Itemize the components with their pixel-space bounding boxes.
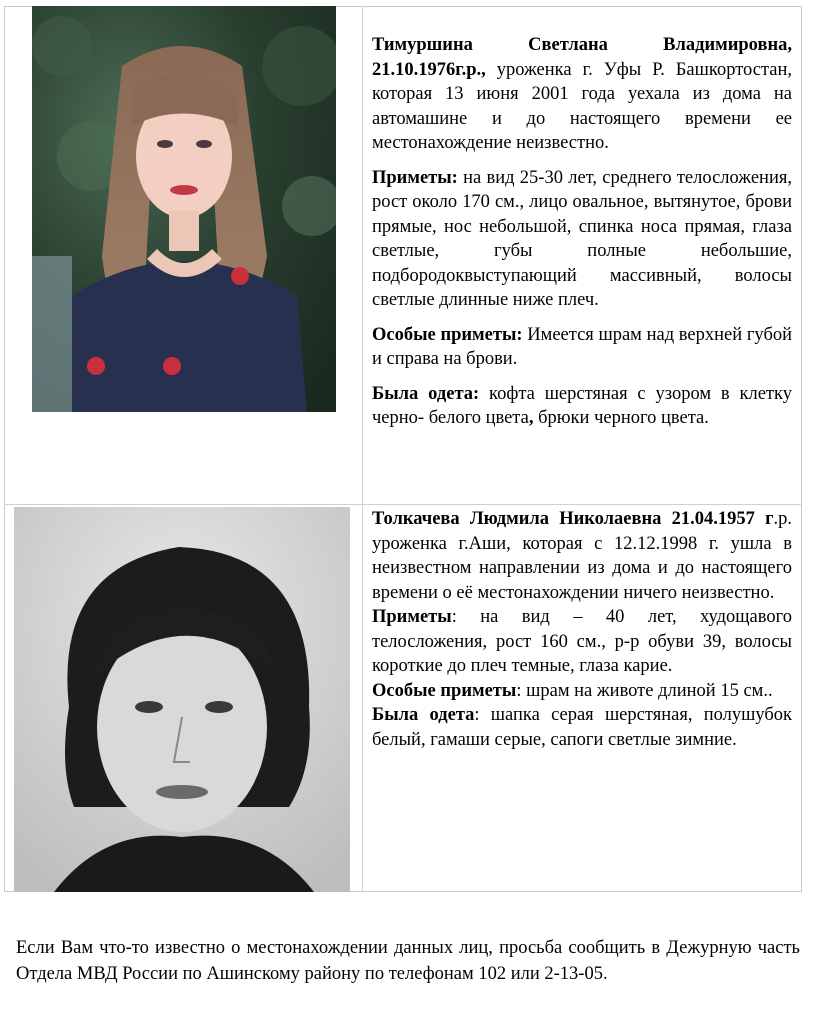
photo-person-2 xyxy=(14,507,350,892)
person-1-signs xyxy=(372,166,792,313)
person-1-description xyxy=(372,33,792,431)
person-1-clothes-comma: , xyxy=(528,408,534,428)
person-1-signs-label: Приметы: xyxy=(372,167,458,188)
photo-1-image xyxy=(32,6,336,412)
person-1-special-signs xyxy=(372,323,792,372)
person-1-clothes-label: Была одета: xyxy=(372,383,480,404)
person-2-intro xyxy=(372,507,792,605)
person-2-special-text: : шрам на животе длиной 15 см.. xyxy=(516,680,773,701)
person-2-special-signs xyxy=(372,679,792,704)
person-2-clothes-label: Была одета xyxy=(372,705,475,725)
photo-2-image xyxy=(14,507,350,892)
person-1-special-label: Особые приметы: xyxy=(372,324,523,345)
photo-person-1 xyxy=(32,6,336,412)
person-2-signs-text: : на вид – 40 лет, худощавого телосложения, рост 160 см., р-р обуви 39, волосы короткие до плеч темные, глаза карие. xyxy=(372,607,792,676)
person-2-clothes xyxy=(372,703,792,752)
table-divider-vertical xyxy=(362,6,363,892)
person-2-signs-label: Приметы xyxy=(372,607,452,627)
person-2-special-label: Особые приметы xyxy=(372,680,517,701)
person-1-clothes-text-a: кофта шерстяная с узором в клетку черно- белого цвета xyxy=(372,383,792,428)
person-2-signs xyxy=(372,605,792,679)
person-1-signs-text: на вид 25-30 лет, среднего телосложения, рост около 170 см., лицо овальное, вытянутое, брови прямые, нос небольшой, спинка носа прямая, глаза светлые, губы полные небольшие, подбородоквыступающий массивный, волосы светлые длинные ниже плеч. xyxy=(372,167,792,310)
person-1-intro-text: уроженка г. Уфы Р. Башкортостан, которая 13 июня 2001 года уехала из дома на автомашине и до настоящего времени ее местонахождение неизвестно. xyxy=(372,59,793,153)
person-1-special-text: Имеется шрам над верхней губой и справа на брови. xyxy=(372,324,793,369)
table-divider-horizontal xyxy=(4,504,802,505)
person-2-name: Толкачева Людмила Николаевна xyxy=(372,509,662,529)
contact-request: Если Вам что-то известно о местонахождении данных лиц, просьба сообщить в Дежурную часть Отдела МВД России по Ашинскому району по телефонам 102 или 2-13-05. xyxy=(16,938,800,984)
person-1-name: Тимуршина Светлана Владимировна, xyxy=(372,35,792,55)
person-1-clothes xyxy=(372,382,792,431)
person-2-clothes-text: : шапка серая шерстяная, полушубок белый, гамаши серые, сапоги светлые зимние. xyxy=(372,705,792,750)
person-2-birthdate: 21.04.1957 г xyxy=(671,509,774,529)
person-2-description xyxy=(372,507,792,752)
person-1-birthdate: 21.10.1976г.р., xyxy=(372,59,486,80)
person-1-intro xyxy=(372,33,792,156)
person-2-intro-text: .р. уроженка г.Аши, которая с 12.12.1998 г. ушла в неизвестном направлении из дома и до настоящего времени о её местонахождении ничего неизвестно. xyxy=(372,509,793,603)
person-1-clothes-text-b: брюки черного цвета. xyxy=(538,408,709,428)
